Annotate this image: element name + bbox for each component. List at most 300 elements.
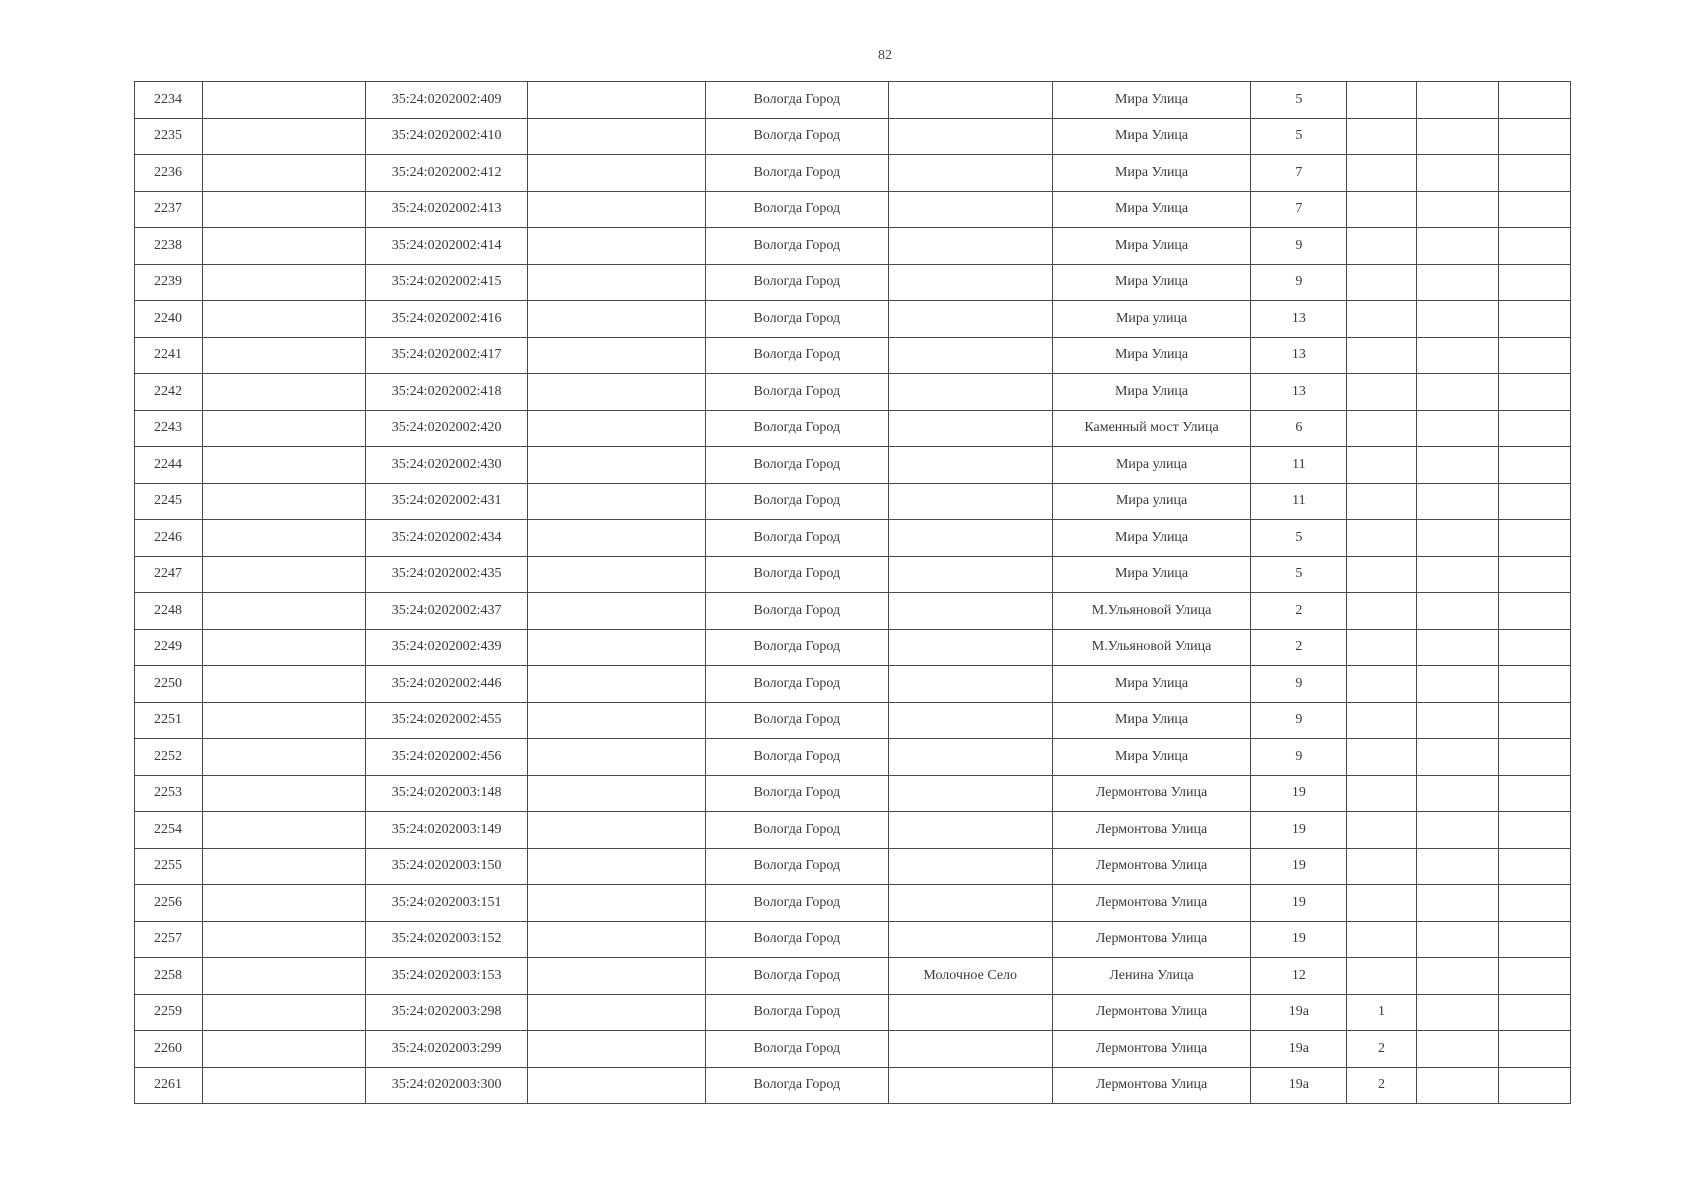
house-number-cell: 12 — [1251, 958, 1347, 995]
empty-cell — [1416, 82, 1498, 119]
empty-cell — [527, 666, 705, 703]
city-cell: Вологда Город — [706, 702, 888, 739]
empty-cell — [203, 374, 366, 411]
locality-cell — [888, 702, 1052, 739]
street-cell: Ленина Улица — [1052, 958, 1250, 995]
city-cell: Вологда Город — [706, 82, 888, 119]
empty-cell — [1416, 118, 1498, 155]
house-number-cell: 19 — [1251, 848, 1347, 885]
empty-cell — [527, 812, 705, 849]
empty-cell — [527, 483, 705, 520]
empty-cell — [1416, 994, 1498, 1031]
cadastral-number-cell: 35:24:0202002:455 — [366, 702, 527, 739]
locality-cell — [888, 885, 1052, 922]
city-cell: Вологда Город — [706, 191, 888, 228]
street-cell: Мира Улица — [1052, 82, 1250, 119]
city-cell: Вологда Город — [706, 374, 888, 411]
street-cell: Мира улица — [1052, 301, 1250, 338]
empty-cell — [1416, 191, 1498, 228]
empty-cell — [203, 593, 366, 630]
empty-cell — [1416, 1067, 1498, 1104]
row-number-cell: 2246 — [135, 520, 203, 557]
empty-cell — [1416, 921, 1498, 958]
city-cell: Вологда Город — [706, 921, 888, 958]
building-number-cell — [1347, 958, 1416, 995]
row-number-cell: 2245 — [135, 483, 203, 520]
table-row — [135, 994, 1571, 1031]
empty-cell — [1498, 118, 1570, 155]
empty-cell — [1498, 374, 1570, 411]
locality-cell — [888, 410, 1052, 447]
house-number-cell: 19а — [1251, 1067, 1347, 1104]
empty-cell — [1498, 483, 1570, 520]
city-cell: Вологда Город — [706, 410, 888, 447]
cadastral-number-cell: 35:24:0202002:430 — [366, 447, 527, 484]
building-number-cell — [1347, 520, 1416, 557]
city-cell: Вологда Город — [706, 1067, 888, 1104]
cadastral-number-cell: 35:24:0202002:417 — [366, 337, 527, 374]
table-row — [135, 775, 1571, 812]
empty-cell — [527, 885, 705, 922]
empty-cell — [203, 264, 366, 301]
locality-cell — [888, 666, 1052, 703]
cadastral-number-cell: 35:24:0202002:435 — [366, 556, 527, 593]
street-cell: Лермонтова Улица — [1052, 812, 1250, 849]
empty-cell — [527, 155, 705, 192]
table-row — [135, 593, 1571, 630]
row-number-cell: 2247 — [135, 556, 203, 593]
empty-cell — [203, 410, 366, 447]
property-register-table — [134, 81, 1571, 1104]
empty-cell — [1498, 775, 1570, 812]
cadastral-number-cell: 35:24:0202002:409 — [366, 82, 527, 119]
street-cell: Мира Улица — [1052, 228, 1250, 265]
empty-cell — [1416, 264, 1498, 301]
empty-cell — [527, 337, 705, 374]
city-cell: Вологда Город — [706, 337, 888, 374]
empty-cell — [1416, 629, 1498, 666]
locality-cell — [888, 1031, 1052, 1068]
locality-cell — [888, 191, 1052, 228]
empty-cell — [203, 812, 366, 849]
empty-cell — [203, 666, 366, 703]
city-cell: Вологда Город — [706, 228, 888, 265]
locality-cell — [888, 921, 1052, 958]
street-cell: Каменный мост Улица — [1052, 410, 1250, 447]
empty-cell — [203, 483, 366, 520]
empty-cell — [527, 410, 705, 447]
table-row — [135, 739, 1571, 776]
locality-cell — [888, 994, 1052, 1031]
house-number-cell: 2 — [1251, 629, 1347, 666]
locality-cell — [888, 556, 1052, 593]
row-number-cell: 2254 — [135, 812, 203, 849]
cadastral-number-cell: 35:24:0202002:416 — [366, 301, 527, 338]
city-cell: Вологда Город — [706, 1031, 888, 1068]
building-number-cell — [1347, 775, 1416, 812]
table-row — [135, 155, 1571, 192]
empty-cell — [203, 921, 366, 958]
street-cell: Мира улица — [1052, 447, 1250, 484]
locality-cell — [888, 301, 1052, 338]
locality-cell — [888, 337, 1052, 374]
row-number-cell: 2260 — [135, 1031, 203, 1068]
street-cell: Мира Улица — [1052, 520, 1250, 557]
house-number-cell: 6 — [1251, 410, 1347, 447]
empty-cell — [1416, 556, 1498, 593]
empty-cell — [1416, 410, 1498, 447]
empty-cell — [527, 520, 705, 557]
empty-cell — [203, 118, 366, 155]
row-number-cell: 2244 — [135, 447, 203, 484]
street-cell: Лермонтова Улица — [1052, 921, 1250, 958]
street-cell: Мира Улица — [1052, 702, 1250, 739]
row-number-cell: 2261 — [135, 1067, 203, 1104]
empty-cell — [527, 264, 705, 301]
street-cell: Лермонтова Улица — [1052, 1067, 1250, 1104]
city-cell: Вологда Город — [706, 155, 888, 192]
house-number-cell: 19 — [1251, 885, 1347, 922]
city-cell: Вологда Город — [706, 264, 888, 301]
empty-cell — [527, 447, 705, 484]
building-number-cell — [1347, 739, 1416, 776]
building-number-cell — [1347, 337, 1416, 374]
building-number-cell — [1347, 410, 1416, 447]
empty-cell — [527, 629, 705, 666]
row-number-cell: 2252 — [135, 739, 203, 776]
empty-cell — [203, 447, 366, 484]
row-number-cell: 2238 — [135, 228, 203, 265]
row-number-cell: 2251 — [135, 702, 203, 739]
street-cell: Лермонтова Улица — [1052, 885, 1250, 922]
cadastral-number-cell: 35:24:0202002:420 — [366, 410, 527, 447]
locality-cell — [888, 447, 1052, 484]
empty-cell — [203, 337, 366, 374]
row-number-cell: 2235 — [135, 118, 203, 155]
building-number-cell — [1347, 666, 1416, 703]
house-number-cell: 7 — [1251, 155, 1347, 192]
empty-cell — [1498, 410, 1570, 447]
city-cell: Вологда Город — [706, 812, 888, 849]
empty-cell — [1498, 556, 1570, 593]
row-number-cell: 2259 — [135, 994, 203, 1031]
street-cell: Мира Улица — [1052, 118, 1250, 155]
empty-cell — [1416, 739, 1498, 776]
building-number-cell — [1347, 848, 1416, 885]
empty-cell — [1498, 958, 1570, 995]
empty-cell — [1498, 337, 1570, 374]
row-number-cell: 2250 — [135, 666, 203, 703]
empty-cell — [203, 228, 366, 265]
street-cell: Мира улица — [1052, 483, 1250, 520]
building-number-cell: 2 — [1347, 1031, 1416, 1068]
row-number-cell: 2239 — [135, 264, 203, 301]
cadastral-number-cell: 35:24:0202002:414 — [366, 228, 527, 265]
building-number-cell — [1347, 447, 1416, 484]
house-number-cell: 2 — [1251, 593, 1347, 630]
building-number-cell — [1347, 155, 1416, 192]
house-number-cell: 9 — [1251, 264, 1347, 301]
table-row — [135, 264, 1571, 301]
building-number-cell — [1347, 702, 1416, 739]
table-row — [135, 1067, 1571, 1104]
row-number-cell: 2234 — [135, 82, 203, 119]
empty-cell — [527, 301, 705, 338]
table-row — [135, 958, 1571, 995]
building-number-cell: 2 — [1347, 1067, 1416, 1104]
house-number-cell: 9 — [1251, 666, 1347, 703]
street-cell: Лермонтова Улица — [1052, 775, 1250, 812]
empty-cell — [527, 921, 705, 958]
city-cell: Вологда Город — [706, 301, 888, 338]
empty-cell — [527, 958, 705, 995]
city-cell: Вологда Город — [706, 958, 888, 995]
cadastral-number-cell: 35:24:0202003:152 — [366, 921, 527, 958]
cadastral-number-cell: 35:24:0202002:415 — [366, 264, 527, 301]
empty-cell — [527, 593, 705, 630]
cadastral-number-cell: 35:24:0202003:300 — [366, 1067, 527, 1104]
city-cell: Вологда Город — [706, 885, 888, 922]
house-number-cell: 13 — [1251, 301, 1347, 338]
house-number-cell: 5 — [1251, 82, 1347, 119]
building-number-cell — [1347, 264, 1416, 301]
cadastral-number-cell: 35:24:0202003:298 — [366, 994, 527, 1031]
empty-cell — [203, 702, 366, 739]
empty-cell — [1498, 739, 1570, 776]
locality-cell — [888, 82, 1052, 119]
table-row — [135, 118, 1571, 155]
row-number-cell: 2236 — [135, 155, 203, 192]
empty-cell — [1416, 447, 1498, 484]
building-number-cell — [1347, 921, 1416, 958]
empty-cell — [1416, 228, 1498, 265]
empty-cell — [203, 1031, 366, 1068]
empty-cell — [1416, 337, 1498, 374]
empty-cell — [1498, 921, 1570, 958]
house-number-cell: 5 — [1251, 556, 1347, 593]
house-number-cell: 19а — [1251, 1031, 1347, 1068]
row-number-cell: 2257 — [135, 921, 203, 958]
empty-cell — [1498, 885, 1570, 922]
cadastral-number-cell: 35:24:0202003:149 — [366, 812, 527, 849]
table-row — [135, 374, 1571, 411]
empty-cell — [527, 556, 705, 593]
street-cell: Мира Улица — [1052, 374, 1250, 411]
row-number-cell: 2255 — [135, 848, 203, 885]
locality-cell — [888, 264, 1052, 301]
street-cell: Мира Улица — [1052, 191, 1250, 228]
empty-cell — [1416, 483, 1498, 520]
empty-cell — [1498, 447, 1570, 484]
empty-cell — [1498, 666, 1570, 703]
cadastral-number-cell: 35:24:0202002:437 — [366, 593, 527, 630]
city-cell: Вологда Город — [706, 447, 888, 484]
row-number-cell: 2242 — [135, 374, 203, 411]
house-number-cell: 19 — [1251, 812, 1347, 849]
building-number-cell — [1347, 374, 1416, 411]
empty-cell — [1498, 593, 1570, 630]
empty-cell — [1498, 812, 1570, 849]
table-row — [135, 410, 1571, 447]
empty-cell — [527, 228, 705, 265]
empty-cell — [203, 155, 366, 192]
building-number-cell: 1 — [1347, 994, 1416, 1031]
table-row — [135, 848, 1571, 885]
table-row — [135, 520, 1571, 557]
empty-cell — [1416, 848, 1498, 885]
city-cell: Вологда Город — [706, 739, 888, 776]
empty-cell — [1416, 155, 1498, 192]
row-number-cell: 2237 — [135, 191, 203, 228]
city-cell: Вологда Город — [706, 629, 888, 666]
locality-cell — [888, 374, 1052, 411]
empty-cell — [1498, 155, 1570, 192]
locality-cell — [888, 520, 1052, 557]
table-row — [135, 1031, 1571, 1068]
house-number-cell: 13 — [1251, 337, 1347, 374]
empty-cell — [1416, 775, 1498, 812]
locality-cell — [888, 118, 1052, 155]
street-cell: Лермонтова Улица — [1052, 1031, 1250, 1068]
row-number-cell: 2258 — [135, 958, 203, 995]
empty-cell — [1416, 1031, 1498, 1068]
cadastral-number-cell: 35:24:0202003:153 — [366, 958, 527, 995]
building-number-cell — [1347, 593, 1416, 630]
building-number-cell — [1347, 483, 1416, 520]
empty-cell — [527, 374, 705, 411]
empty-cell — [527, 702, 705, 739]
house-number-cell: 9 — [1251, 739, 1347, 776]
house-number-cell: 7 — [1251, 191, 1347, 228]
house-number-cell: 11 — [1251, 483, 1347, 520]
table-row — [135, 666, 1571, 703]
empty-cell — [527, 82, 705, 119]
city-cell: Вологда Город — [706, 556, 888, 593]
cadastral-number-cell: 35:24:0202003:148 — [366, 775, 527, 812]
empty-cell — [203, 775, 366, 812]
locality-cell — [888, 629, 1052, 666]
empty-cell — [1416, 301, 1498, 338]
empty-cell — [1498, 264, 1570, 301]
table-row — [135, 82, 1571, 119]
house-number-cell: 9 — [1251, 228, 1347, 265]
locality-cell — [888, 483, 1052, 520]
building-number-cell — [1347, 228, 1416, 265]
house-number-cell: 11 — [1251, 447, 1347, 484]
empty-cell — [1416, 812, 1498, 849]
empty-cell — [1498, 520, 1570, 557]
empty-cell — [1498, 191, 1570, 228]
empty-cell — [527, 191, 705, 228]
street-cell: М.Ульяновой Улица — [1052, 593, 1250, 630]
empty-cell — [203, 82, 366, 119]
house-number-cell: 19а — [1251, 994, 1347, 1031]
table-row — [135, 483, 1571, 520]
locality-cell: Молочное Село — [888, 958, 1052, 995]
row-number-cell: 2240 — [135, 301, 203, 338]
building-number-cell — [1347, 191, 1416, 228]
cadastral-number-cell: 35:24:0202002:431 — [366, 483, 527, 520]
cadastral-number-cell: 35:24:0202002:412 — [366, 155, 527, 192]
row-number-cell: 2248 — [135, 593, 203, 630]
register-body — [135, 82, 1571, 1104]
empty-cell — [527, 739, 705, 776]
empty-cell — [1416, 593, 1498, 630]
house-number-cell: 13 — [1251, 374, 1347, 411]
street-cell: Мира Улица — [1052, 155, 1250, 192]
empty-cell — [1498, 301, 1570, 338]
table-row — [135, 301, 1571, 338]
building-number-cell — [1347, 301, 1416, 338]
locality-cell — [888, 1067, 1052, 1104]
row-number-cell: 2256 — [135, 885, 203, 922]
house-number-cell: 19 — [1251, 921, 1347, 958]
empty-cell — [1498, 228, 1570, 265]
empty-cell — [527, 1067, 705, 1104]
city-cell: Вологда Город — [706, 994, 888, 1031]
street-cell: Лермонтова Улица — [1052, 994, 1250, 1031]
cadastral-number-cell: 35:24:0202002:410 — [366, 118, 527, 155]
city-cell: Вологда Город — [706, 775, 888, 812]
city-cell: Вологда Город — [706, 666, 888, 703]
city-cell: Вологда Город — [706, 118, 888, 155]
row-number-cell: 2243 — [135, 410, 203, 447]
street-cell: Мира Улица — [1052, 556, 1250, 593]
empty-cell — [1416, 702, 1498, 739]
locality-cell — [888, 739, 1052, 776]
cadastral-number-cell: 35:24:0202002:456 — [366, 739, 527, 776]
table-row — [135, 629, 1571, 666]
house-number-cell: 9 — [1251, 702, 1347, 739]
empty-cell — [203, 191, 366, 228]
empty-cell — [527, 848, 705, 885]
empty-cell — [527, 1031, 705, 1068]
city-cell: Вологда Город — [706, 520, 888, 557]
street-cell: Мира Улица — [1052, 666, 1250, 703]
street-cell: Мира Улица — [1052, 337, 1250, 374]
cadastral-number-cell: 35:24:0202003:150 — [366, 848, 527, 885]
empty-cell — [1416, 885, 1498, 922]
empty-cell — [1416, 666, 1498, 703]
empty-cell — [203, 301, 366, 338]
street-cell: М.Ульяновой Улица — [1052, 629, 1250, 666]
empty-cell — [203, 848, 366, 885]
house-number-cell: 19 — [1251, 775, 1347, 812]
cadastral-number-cell: 35:24:0202002:439 — [366, 629, 527, 666]
empty-cell — [1498, 994, 1570, 1031]
empty-cell — [203, 556, 366, 593]
empty-cell — [527, 994, 705, 1031]
empty-cell — [1416, 374, 1498, 411]
empty-cell — [527, 118, 705, 155]
table-row — [135, 812, 1571, 849]
building-number-cell — [1347, 82, 1416, 119]
table-row — [135, 556, 1571, 593]
building-number-cell — [1347, 556, 1416, 593]
empty-cell — [203, 885, 366, 922]
building-number-cell — [1347, 812, 1416, 849]
locality-cell — [888, 228, 1052, 265]
house-number-cell: 5 — [1251, 520, 1347, 557]
table-row — [135, 447, 1571, 484]
row-number-cell: 2249 — [135, 629, 203, 666]
locality-cell — [888, 812, 1052, 849]
table-row — [135, 702, 1571, 739]
table-row — [135, 191, 1571, 228]
empty-cell — [203, 520, 366, 557]
city-cell: Вологда Город — [706, 593, 888, 630]
cadastral-number-cell: 35:24:0202002:418 — [366, 374, 527, 411]
